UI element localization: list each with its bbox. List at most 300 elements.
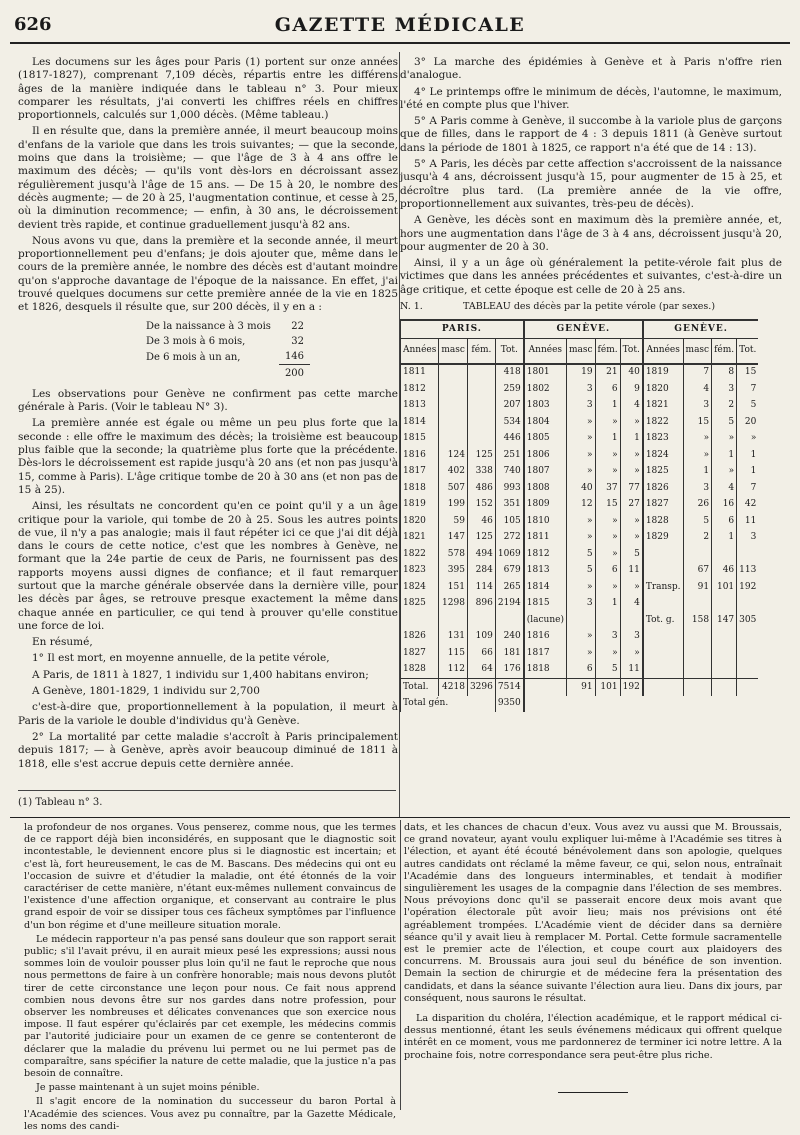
column-header: Années bbox=[524, 338, 567, 364]
table-cell: 7 bbox=[737, 480, 759, 497]
table-cell: 147 bbox=[439, 530, 468, 547]
table-row bbox=[401, 612, 759, 629]
table-cell: 181 bbox=[495, 645, 523, 662]
table-cell: 740 bbox=[495, 464, 523, 481]
paragraph: La disparition du choléra, l'élection académique, et le rapport médical ci-dessus mentionné, étant les seuls événemens médicaux qui offrent quelque intérêt en ce moment, vous me pardonnerez de terminer ici notre lettre. A la prochaine fois, notre correspondance sera peut-être plus riche. bbox=[404, 1013, 782, 1061]
table-row bbox=[401, 414, 759, 431]
table-cell: 15 bbox=[683, 414, 712, 431]
table-cell bbox=[467, 431, 495, 448]
table-cell: » bbox=[566, 579, 595, 596]
table-cell bbox=[620, 612, 643, 629]
table-cell: 1804 bbox=[524, 414, 567, 431]
table-cell: 1818 bbox=[401, 480, 439, 497]
paragraph: la profondeur de nos organes. Vous penserez, comme nous, que les termes de ce rapport déjà bien inconsidérés, en supposant que le diagnostic soit incontestable, le deviennent encore plus si le diagnostic est incertain; et c'est là, fort heureusement, le cas de M. Bascans. Des médecins qui ont eu l'occasion de suivre et d'étudier la maladie, ont été étonnés de la voir caractériser de cette manière, n'étant eux-mêmes nullement convaincus de l'existence d'une affection organique, et conservant au contraire le plus grand espoir de voir se dissiper tous ces fâcheux symptômes par l'influence d'un bon régime et d'une meilleure situation morale. bbox=[24, 822, 396, 931]
table-cell: 109 bbox=[467, 629, 495, 646]
table-cell: 1825 bbox=[643, 464, 683, 481]
table-cell bbox=[712, 596, 737, 613]
table-cell: » bbox=[595, 447, 620, 464]
column-header: Tot. bbox=[495, 338, 523, 364]
table-cell: 896 bbox=[467, 596, 495, 613]
column-header: fém. bbox=[712, 338, 737, 364]
table-cell: 67 bbox=[683, 563, 712, 580]
grand-total-label: Total gén. bbox=[401, 696, 496, 713]
table-cell: 192 bbox=[737, 579, 759, 596]
table-row bbox=[401, 513, 759, 530]
table-cell: 105 bbox=[495, 513, 523, 530]
table-cell: 11 bbox=[620, 662, 643, 679]
table-cell: 1808 bbox=[524, 480, 567, 497]
table-cell: 21 bbox=[595, 364, 620, 382]
column-header: fém. bbox=[595, 338, 620, 364]
table-cell bbox=[683, 596, 712, 613]
table-cell: 578 bbox=[439, 546, 468, 563]
table-cell: 11 bbox=[620, 563, 643, 580]
table-cell: 101 bbox=[595, 679, 620, 696]
table-cell: Tot. g. bbox=[643, 612, 683, 629]
table-cell bbox=[467, 398, 495, 415]
table-row bbox=[401, 497, 759, 514]
paragraph: Il en résulte que, dans la première année, il meurt beaucoup moins d'enfans de la variole que dans les trois suivantes; — que la seconde, moins que dans la troisième; — que l'âge de 3 à 4 ans offre le maximum des décès; — qu'ils vont dès-lors en décroissant assez régulièrement jusqu'à l'âge de 15 ans. — De 15 à 20, le nombre des décès augmente; — de 20 à 25, l'augmentation continue, et cesse à 25, où la diminution recommence; — enfin, à 30 ans, le décroissement devient très rapide, et continue graduellement jusqu'à 82 ans. bbox=[18, 125, 398, 231]
paragraph: Ainsi, il y a un âge où généralement la petite-vérole fait plus de victimes que dans les années précédentes et suivantes, c'est-à-dire un âge critique, et cette époque est celle de 20 à 25 ans. bbox=[400, 257, 782, 296]
table-cell bbox=[712, 629, 737, 646]
table-cell: 7514 bbox=[495, 679, 523, 696]
table-cell bbox=[643, 546, 683, 563]
table-cell: 1813 bbox=[401, 398, 439, 415]
table-cell: 1 bbox=[737, 447, 759, 464]
table-cell bbox=[683, 546, 712, 563]
table-cell bbox=[439, 431, 468, 448]
journal-title: GAZETTE MÉDICALE bbox=[274, 14, 526, 36]
table-cell: 1817 bbox=[401, 464, 439, 481]
table-cell: 46 bbox=[467, 513, 495, 530]
table-cell bbox=[643, 679, 683, 696]
table-cell bbox=[737, 662, 759, 679]
right-column bbox=[400, 56, 782, 712]
table-cell: 91 bbox=[566, 679, 595, 696]
table-row bbox=[401, 579, 759, 596]
table-cell: 64 bbox=[467, 662, 495, 679]
paragraph: Il s'agit encore de la nomination du successeur du baron Portal à l'Académie des sciences. Vous avez pu connaître, par la Gazette Médicale, les noms des candi- bbox=[24, 1096, 396, 1132]
table-cell: » bbox=[595, 464, 620, 481]
table-cell: 16 bbox=[712, 497, 737, 514]
table-cell: 101 bbox=[712, 579, 737, 596]
table-row bbox=[401, 645, 759, 662]
table-cell: 1828 bbox=[643, 513, 683, 530]
paragraph: 2° La mortalité par cette maladie s'accroît à Paris principalement depuis 1817; — à Genève, après avoir beaucoup diminué de 1811 à 1818, elle s'est accrue depuis cette dernière année. bbox=[18, 730, 398, 770]
table-cell: 1820 bbox=[643, 381, 683, 398]
paragraph: A Genève, 1801-1829, 1 individu sur 2,700 bbox=[32, 685, 260, 698]
table-cell: 26 bbox=[683, 497, 712, 514]
table-cell: 147 bbox=[712, 612, 737, 629]
table-cell: » bbox=[566, 447, 595, 464]
table-cell: 1822 bbox=[643, 414, 683, 431]
table-row bbox=[401, 398, 759, 415]
table-cell bbox=[737, 645, 759, 662]
table-cell: » bbox=[595, 414, 620, 431]
table-cell: 192 bbox=[620, 679, 643, 696]
table-cell: 9 bbox=[620, 381, 643, 398]
table-cell: 259 bbox=[495, 381, 523, 398]
table-cell: 251 bbox=[495, 447, 523, 464]
group-header: GENÈVE. bbox=[643, 320, 759, 338]
table-cell: » bbox=[620, 645, 643, 662]
table-cell: 6 bbox=[595, 563, 620, 580]
table-cell: 1819 bbox=[643, 364, 683, 382]
table-caption bbox=[400, 300, 782, 313]
table-cell: 1812 bbox=[401, 381, 439, 398]
table-cell: 113 bbox=[737, 563, 759, 580]
table-cell: » bbox=[566, 645, 595, 662]
paragraph: Je passe maintenant à un sujet moins pénible. bbox=[36, 1082, 260, 1094]
table-cell: 446 bbox=[495, 431, 523, 448]
table-cell: » bbox=[620, 447, 643, 464]
table-cell: 679 bbox=[495, 563, 523, 580]
table-cell: 1827 bbox=[401, 645, 439, 662]
table-cell: 1825 bbox=[401, 596, 439, 613]
table-cell: 3 bbox=[683, 398, 712, 415]
table-cell: 1 bbox=[595, 431, 620, 448]
table-cell: 6 bbox=[595, 381, 620, 398]
table-cell: » bbox=[566, 431, 595, 448]
table-cell: 1816 bbox=[524, 629, 567, 646]
stat-total: 200 bbox=[284, 367, 305, 379]
table-cell: (lacune) bbox=[524, 612, 567, 629]
paragraph: En résumé, bbox=[32, 636, 93, 649]
table-cell: » bbox=[620, 579, 643, 596]
table-cell: » bbox=[595, 579, 620, 596]
table-cell: 40 bbox=[620, 364, 643, 382]
table-cell bbox=[683, 679, 712, 696]
table-cell: 1817 bbox=[524, 645, 567, 662]
table-cell bbox=[737, 679, 759, 696]
table-cell: » bbox=[620, 530, 643, 547]
table-number: N. 1. bbox=[400, 301, 423, 313]
table-cell: 114 bbox=[467, 579, 495, 596]
table-cell: 7 bbox=[683, 364, 712, 382]
table-row bbox=[401, 596, 759, 613]
table-cell: 338 bbox=[467, 464, 495, 481]
table-cell: 207 bbox=[495, 398, 523, 415]
table-cell: 176 bbox=[495, 662, 523, 679]
table-row bbox=[401, 464, 759, 481]
table-cell: » bbox=[566, 530, 595, 547]
table-cell: 1802 bbox=[524, 381, 567, 398]
table-cell: 66 bbox=[467, 645, 495, 662]
table-cell: 20 bbox=[737, 414, 759, 431]
column-header: Années bbox=[401, 338, 439, 364]
table-cell: 4 bbox=[712, 480, 737, 497]
table-cell bbox=[439, 364, 468, 382]
table-cell: 27 bbox=[620, 497, 643, 514]
table-cell: 1810 bbox=[524, 513, 567, 530]
table-cell bbox=[467, 381, 495, 398]
table-row bbox=[401, 431, 759, 448]
table-cell: 46 bbox=[712, 563, 737, 580]
table-cell: 1807 bbox=[524, 464, 567, 481]
table-cell: 402 bbox=[439, 464, 468, 481]
paragraph: Nous avons vu que, dans la première et la seconde année, il meurt proportionnellement peu d'enfans; je dois ajouter que, même dans le cours de la première année, le nombre des décès est d'autant moindre qu'on s'approche davantage de l'époque de la naissance. En effet, j'ai trouvé quelques documens sur cette première année de la vie en 1825 et 1826, desquels il résulte que, sur 200 décès, il y en a : bbox=[18, 234, 398, 314]
table-cell: 151 bbox=[439, 579, 468, 596]
age-stats-table bbox=[138, 318, 312, 382]
table-cell: 125 bbox=[467, 530, 495, 547]
paragraph: 4° Le printemps offre le minimum de décès, l'automne, le maximum, l'été en compte plus que l'hiver. bbox=[400, 85, 782, 111]
table-cell: 115 bbox=[439, 645, 468, 662]
table-cell: 125 bbox=[467, 447, 495, 464]
table-cell: 3 bbox=[712, 381, 737, 398]
table-cell: » bbox=[566, 513, 595, 530]
table-cell bbox=[643, 629, 683, 646]
table-cell: 3 bbox=[737, 530, 759, 547]
table-cell: » bbox=[620, 513, 643, 530]
table-cell bbox=[737, 629, 759, 646]
table-cell: 1 bbox=[683, 464, 712, 481]
column-header: masc bbox=[683, 338, 712, 364]
table-cell: 1821 bbox=[643, 398, 683, 415]
table-cell: 1 bbox=[712, 530, 737, 547]
footnote: (1) Tableau n° 3. bbox=[18, 790, 396, 808]
table-cell: 1 bbox=[712, 447, 737, 464]
table-cell bbox=[467, 612, 495, 629]
table-cell: 1824 bbox=[401, 579, 439, 596]
table-cell: 3 bbox=[683, 480, 712, 497]
table-cell: » bbox=[620, 464, 643, 481]
table-cell: 3 bbox=[620, 629, 643, 646]
table-row bbox=[401, 530, 759, 547]
table-row bbox=[401, 563, 759, 580]
table-cell: » bbox=[595, 530, 620, 547]
table-cell: 6 bbox=[566, 662, 595, 679]
table-cell: 418 bbox=[495, 364, 523, 382]
table-cell: 1823 bbox=[643, 431, 683, 448]
column-header: fém. bbox=[467, 338, 495, 364]
table-cell: 272 bbox=[495, 530, 523, 547]
end-rule bbox=[558, 1092, 628, 1093]
paragraph: 1° Il est mort, en moyenne annuelle, de la petite vérole, bbox=[32, 652, 330, 665]
table-cell: 4218 bbox=[439, 679, 468, 696]
table-cell: 993 bbox=[495, 480, 523, 497]
column-divider bbox=[400, 820, 401, 1110]
table-cell: 1 bbox=[620, 431, 643, 448]
table-cell: 1811 bbox=[401, 364, 439, 382]
table-cell bbox=[643, 596, 683, 613]
table-cell: » bbox=[566, 629, 595, 646]
table-cell: 1814 bbox=[401, 414, 439, 431]
table-cell: 1806 bbox=[524, 447, 567, 464]
table-cell: » bbox=[566, 414, 595, 431]
table-cell: 6 bbox=[712, 513, 737, 530]
table-cell bbox=[643, 662, 683, 679]
table-cell: 3 bbox=[566, 381, 595, 398]
table-cell: 1826 bbox=[401, 629, 439, 646]
table-cell: 305 bbox=[737, 612, 759, 629]
table-cell: 265 bbox=[495, 579, 523, 596]
table-cell: 124 bbox=[439, 447, 468, 464]
table-cell: 1298 bbox=[439, 596, 468, 613]
table-cell: 3 bbox=[566, 398, 595, 415]
column-header: masc bbox=[566, 338, 595, 364]
table-cell: 5 bbox=[737, 398, 759, 415]
table-cell bbox=[643, 563, 683, 580]
bottom-left-column bbox=[24, 822, 396, 1135]
table-cell bbox=[439, 398, 468, 415]
table-cell: 1816 bbox=[401, 447, 439, 464]
table-cell bbox=[712, 679, 737, 696]
table-cell: 42 bbox=[737, 497, 759, 514]
table-row bbox=[401, 381, 759, 398]
table-cell bbox=[566, 612, 595, 629]
table-cell bbox=[467, 414, 495, 431]
table-cell: » bbox=[595, 546, 620, 563]
table-title: TABLEAU des décès par la petite vérole (par sexes.) bbox=[463, 301, 716, 313]
table-cell: 77 bbox=[620, 480, 643, 497]
table-cell: 1820 bbox=[401, 513, 439, 530]
table-cell: 1 bbox=[595, 596, 620, 613]
table-cell: 1826 bbox=[643, 480, 683, 497]
table-cell: 1813 bbox=[524, 563, 567, 580]
paragraph: La première année est égale ou même un peu plus forte que la seconde : elle offre le maximum des décès; la troisième est beaucoup plus faible que la seconde; la quatrième plus forte que la précédente. Dès-lors le décroissement est rapide jusqu'à 20 ans (et non pas jusqu'à 15, comme à Paris). L'âge critique tombe de 20 à 30 ans (et non pas de 15 à 25). bbox=[18, 417, 398, 496]
table-cell: 1824 bbox=[643, 447, 683, 464]
table-cell: 5 bbox=[595, 662, 620, 679]
paragraph: A Genève, les décès sont en maximum dès la première année, et, hors une augmentation dans l'âge de 3 à 4 ans, décroissent jusqu'à 20, pour augmenter de 20 à 30. bbox=[400, 214, 782, 253]
table-cell: 5 bbox=[566, 546, 595, 563]
table-cell: 284 bbox=[467, 563, 495, 580]
group-header: GENÈVE. bbox=[524, 320, 643, 338]
section-rule bbox=[10, 817, 790, 818]
table-cell: 1823 bbox=[401, 563, 439, 580]
table-cell: 40 bbox=[566, 480, 595, 497]
paragraph: 3° La marche des épidémies à Genève et à Paris n'offre rien d'analogue. bbox=[400, 56, 782, 82]
stat-label: De 3 mois à 6 mois, bbox=[146, 335, 246, 347]
table-cell: 1815 bbox=[524, 596, 567, 613]
table-cell: 1821 bbox=[401, 530, 439, 547]
grand-total-row bbox=[401, 696, 759, 713]
column-header: Années bbox=[643, 338, 683, 364]
table-cell: 1818 bbox=[524, 662, 567, 679]
table-cell bbox=[401, 612, 439, 629]
paragraph: dats, et les chances de chacun d'eux. Vous avez vu aussi que M. Broussais, ce grand novateur, ayant voulu expliquer lui-même à l'Académie ses titres à l'élection, et ayant été écouté bénévolement dans son apologie, quelques autres candidats ont réclamé la même faveur, ce qui, selon nous, entraînait l'Académie dans des longueurs interminables, et tendait à modifier singulièrement les usages de la compagnie dans l'élection de ses membres. Nous prévoyions donc qu'il se passerait encore deux mois avant que l'opération électorale pût avoir lieu; mais nos prévisions ont été agréablement trompées. L'Académie vient de décider dans sa dernière séance qu'il y avait lieu à remplacer M. Portal. Cette formule sacramentelle est le premier acte de l'élection, et coupe court aux plaidoyers des concurrens. M. Broussais aura joui seul du bénéfice de son invention. Demain la section de chirurgie et de médecine fera la présentation des candidats, et dans la séance suivante l'élection aura lieu. Dans dix jours, par conséquent, nous saurons le résultat. bbox=[404, 822, 782, 1004]
page-number: 626 bbox=[14, 14, 52, 35]
table-cell: 1814 bbox=[524, 579, 567, 596]
table-cell: 1805 bbox=[524, 431, 567, 448]
bottom-right-column bbox=[404, 822, 782, 1093]
table-cell: 4 bbox=[620, 596, 643, 613]
table-cell: 15 bbox=[737, 364, 759, 382]
table-cell: 1815 bbox=[401, 431, 439, 448]
table-cell: 8 bbox=[712, 364, 737, 382]
table-cell: 1809 bbox=[524, 497, 567, 514]
table-row bbox=[401, 447, 759, 464]
table-cell: 158 bbox=[683, 612, 712, 629]
paragraph: 5° A Paris, les décès par cette affection s'accroissent de la naissance jusqu'à 4 ans, décroissent jusqu'à 15, pour augmenter de 15 à 25, et décroître plus tard. (La première année de la vie offre, proportionnellement aux suivantes, très-peu de décès). bbox=[400, 158, 782, 210]
table-cell: » bbox=[683, 431, 712, 448]
table-cell bbox=[737, 596, 759, 613]
table-row bbox=[401, 546, 759, 563]
table-cell: » bbox=[737, 431, 759, 448]
table-cell: 1812 bbox=[524, 546, 567, 563]
table-cell: 3 bbox=[595, 629, 620, 646]
table-cell bbox=[439, 381, 468, 398]
table-row bbox=[401, 679, 759, 696]
paragraph: c'est-à-dire que, proportionnellement à la population, il meurt à Paris de la variole le double d'individus qu'à Genève. bbox=[18, 701, 398, 727]
table-cell: 5 bbox=[712, 414, 737, 431]
column-header: Tot. bbox=[620, 338, 643, 364]
table-cell bbox=[439, 612, 468, 629]
table-cell: 1811 bbox=[524, 530, 567, 547]
paragraph: Les documens sur les âges pour Paris (1) portent sur onze années (1817-1827), comprenant 7,109 décès, répartis entre les différens âges de la manière indiquée dans le tableau n° 3. Pour mieux comparer les résultats, j'ai converti les chiffres réels en chiffres proportionnels, calculés sur 1,000 décès. (Même tableau.) bbox=[18, 56, 398, 122]
paragraph: Ainsi, les résultats ne concordent qu'en ce point qu'il y a un âge critique pour la variole, qui tombe de 20 à 25. Sous les autres points de vue, il n'y a pas analogie; mais il faut répéter ici ce que j'ai dit déjà dans le cours de cette notice, c'est que les nombres à Genève, ne formant que la 24e partie de ceux de Paris, ne fournissent pas des rapports moyens aussi dignes de confiance; et il faut remarquer surtout que la marche générale observée dans la dernière ville, pour les décès par âges, se retrouve presque exactement la même dans chaque année en particulier, ce qui tend à prouver qu'elle constitue une force de loi. bbox=[18, 500, 398, 632]
table-cell: » bbox=[712, 431, 737, 448]
table-cell: » bbox=[595, 645, 620, 662]
table-cell bbox=[439, 414, 468, 431]
table-cell: 4 bbox=[620, 398, 643, 415]
table-cell: » bbox=[683, 447, 712, 464]
paragraph: Les observations pour Genève ne confirment pas cette marche générale à Paris. (Voir le tableau N° 3). bbox=[18, 387, 398, 414]
table-cell: 3 bbox=[566, 596, 595, 613]
table-cell bbox=[712, 645, 737, 662]
table-cell: Total. bbox=[401, 679, 439, 696]
table-cell: 1 bbox=[595, 398, 620, 415]
table-cell bbox=[683, 662, 712, 679]
column-header: Tot. bbox=[737, 338, 759, 364]
table-cell: 1819 bbox=[401, 497, 439, 514]
table-cell: 1829 bbox=[643, 530, 683, 547]
table-cell: » bbox=[620, 414, 643, 431]
table-cell bbox=[643, 645, 683, 662]
table-cell: 240 bbox=[495, 629, 523, 646]
table-cell: 199 bbox=[439, 497, 468, 514]
table-cell bbox=[683, 629, 712, 646]
table-cell: 1822 bbox=[401, 546, 439, 563]
stat-value: 146 bbox=[279, 350, 310, 364]
table-cell: 5 bbox=[620, 546, 643, 563]
table-cell: 1827 bbox=[643, 497, 683, 514]
group-header: PARIS. bbox=[401, 320, 524, 338]
table-cell: 1069 bbox=[495, 546, 523, 563]
paragraph: 5° A Paris comme à Genève, il succombe à la variole plus de garçons que de filles, dans le rapport de 4 : 3 depuis 1811 (à Genève surtout dans la période de 1801 à 1825, ce rapport n'a été que de 14 : 13). bbox=[400, 115, 782, 154]
table-cell: 19 bbox=[566, 364, 595, 382]
table-cell: » bbox=[595, 513, 620, 530]
table-cell bbox=[467, 364, 495, 382]
table-cell: 12 bbox=[566, 497, 595, 514]
column-header: masc bbox=[439, 338, 468, 364]
table-cell: 1 bbox=[737, 464, 759, 481]
table-cell: 3296 bbox=[467, 679, 495, 696]
table-row bbox=[401, 480, 759, 497]
table-cell: Transp. bbox=[643, 579, 683, 596]
table-cell: 15 bbox=[595, 497, 620, 514]
stat-label: De 6 mois à un an, bbox=[146, 351, 241, 363]
table-cell: » bbox=[712, 464, 737, 481]
table-cell: 1828 bbox=[401, 662, 439, 679]
table-row bbox=[401, 662, 759, 679]
stat-value: 32 bbox=[291, 335, 305, 347]
table-cell: 351 bbox=[495, 497, 523, 514]
table-cell: 2 bbox=[683, 530, 712, 547]
table-cell: 2 bbox=[712, 398, 737, 415]
paragraph: A Paris, de 1811 à 1827, 1 individu sur 1,400 habitans environ; bbox=[32, 668, 369, 681]
table-cell: 2194 bbox=[495, 596, 523, 613]
table-cell bbox=[683, 645, 712, 662]
table-cell: 7 bbox=[737, 381, 759, 398]
table-cell bbox=[524, 679, 567, 696]
table-cell bbox=[495, 612, 523, 629]
table-cell bbox=[595, 612, 620, 629]
table-cell: 11 bbox=[737, 513, 759, 530]
grand-total-value: 9350 bbox=[495, 696, 523, 713]
table-cell: 534 bbox=[495, 414, 523, 431]
paragraph: Le médecin rapporteur n'a pas pensé sans douleur que son rapport serait public; s'il l'avait prévu, il en aurait mieux pesé les expressions; aussi nous sommes loin de vouloir pousser plus loin qu'il ne faut le reproche que nous nous permettons de faire à un confrère honorable; mais nous devons plutôt tirer de cette circonstance une leçon pour nous. Ce fait nous apprend combien nous devons être sur nos gardes dans notre profession, pour observer les nombreuses et délicates convenances que son exercice nous impose. Il faut espérer qu'éclairés par cet exemple, les médecins commis par l'autorité judiciaire pour un examen de ce genre se contenteront de déclarer que la maladie du prévenu lui permet ou ne lui permet pas de comparaître, sans spécifier la nature de cette maladie, que la justice n'a pas besoin de connaître. bbox=[24, 933, 396, 1080]
table-cell bbox=[712, 662, 737, 679]
